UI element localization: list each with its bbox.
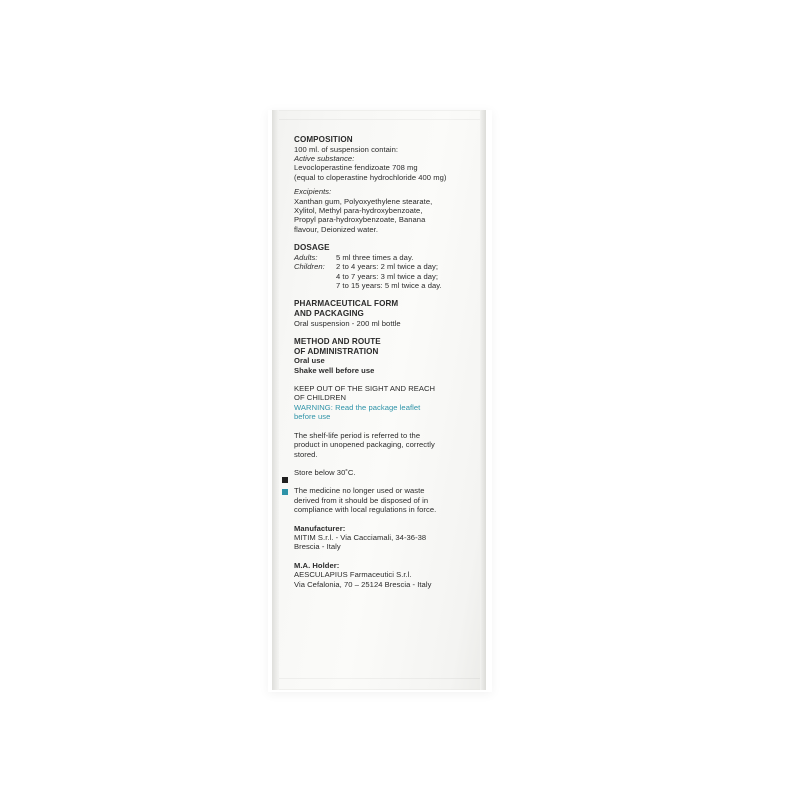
disposal-line-3: compliance with local regulations in force.: [294, 505, 437, 515]
ma-holder-heading: M.A. Holder:: [294, 560, 340, 570]
active-substance-line-2: (equal to cloperastine hydrochloride 400 mg): [294, 172, 447, 182]
keep-out-line-2: OF CHILDREN: [294, 393, 347, 403]
warning-section: [294, 384, 466, 422]
disposal-line-1: The medicine no longer used or waste: [294, 486, 425, 496]
shelf-life-line-3: stored.: [294, 449, 318, 459]
manufacturer-line-1: MITIM S.r.l. - Via Cacciamali, 34-36-38: [294, 532, 427, 542]
administration-section: [294, 337, 466, 375]
administration-heading-line-2: OF ADMINISTRATION: [294, 346, 379, 356]
composition-heading: COMPOSITION: [294, 135, 353, 144]
active-substance-label: Active substance:: [294, 154, 355, 163]
manufacturer-section: [294, 524, 466, 552]
print-registration-mark-black: [282, 477, 288, 483]
keep-out-line-1: KEEP OUT OF THE SIGHT AND REACH: [294, 384, 436, 394]
manufacturer-heading: Manufacturer:: [294, 523, 346, 533]
excipients-line-4: flavour, Deionized water.: [294, 224, 378, 234]
excipients-label: Excipients:: [294, 187, 332, 197]
dosage-row-value: 2 to 4 years: 2 ml twice a day;: [336, 262, 438, 272]
dosage-row-label: [294, 281, 336, 290]
dosage-row-label: Children:: [294, 262, 325, 272]
dosage-row: [294, 262, 466, 271]
excipients-line-2: Xylitol, Methyl para-hydroxybenzoate,: [294, 206, 423, 216]
pharmaceutical-form-section: [294, 299, 466, 328]
administration-line-2: Shake well before use: [294, 365, 375, 375]
ma-holder-line-2: Via Cefalonia, 70 – 25124 Brescia - Italy: [294, 579, 432, 589]
shelf-life-section: [294, 431, 466, 459]
excipients-line-3: Propyl para-hydroxybenzoate, Banana: [294, 215, 426, 225]
ma-holder-line-1: AESCULAPIUS Farmaceutici S.r.l.: [294, 570, 412, 580]
administration-heading-line-1: METHOD AND ROUTE: [294, 337, 381, 347]
shelf-life-line-1: The shelf-life period is referred to the: [294, 430, 421, 440]
print-registration-mark-teal: [282, 489, 288, 495]
pharmaceutical-form-heading-line-2: AND PACKAGING: [294, 309, 364, 319]
pharmaceutical-form-text: Oral suspension - 200 ml bottle: [294, 318, 401, 328]
dosage-row-value: 4 to 7 years: 3 ml twice a day;: [336, 271, 438, 281]
dosage-row-label: [294, 272, 336, 281]
disposal-section: [294, 486, 466, 514]
warning-line-2: before use: [294, 412, 331, 422]
storage-text: Store below 30˚C.: [294, 467, 356, 477]
ma-holder-section: [294, 561, 466, 589]
active-substance-line-1: Levocloperastine fendizoate 708 mg: [294, 163, 418, 173]
dosage-row-value: 7 to 15 years: 5 ml twice a day.: [336, 281, 442, 291]
dosage-heading: DOSAGE: [294, 243, 330, 253]
dosage-row-label: Adults:: [294, 252, 318, 262]
pharmaceutical-form-heading-line-1: PHARMACEUTICAL FORM: [294, 299, 399, 309]
warning-line-1: WARNING: Read the package leaflet: [294, 402, 421, 412]
composition-section: [294, 135, 466, 234]
shelf-life-line-2: product in unopened packaging, correctly: [294, 440, 435, 450]
dosage-row: [294, 253, 466, 262]
medicine-carton-panel: [272, 110, 486, 690]
disposal-line-2: derived from it should be disposed of in: [294, 495, 429, 505]
excipients-line-1: Xanthan gum, Polyoxyethylene stearate,: [294, 196, 433, 206]
carton-top-fold-line: [279, 119, 480, 120]
carton-text-content: [294, 135, 466, 598]
storage-section: [294, 468, 466, 477]
dosage-row: [294, 281, 466, 290]
administration-line-1: Oral use: [294, 356, 325, 366]
manufacturer-line-2: Brescia - Italy: [294, 542, 341, 552]
composition-intro: 100 ml. of suspension contain:: [294, 144, 399, 154]
carton-bottom-fold-line: [279, 678, 480, 679]
dosage-row-value: 5 ml three times a day.: [336, 252, 414, 262]
dosage-row: [294, 272, 466, 281]
dosage-section: [294, 243, 466, 290]
